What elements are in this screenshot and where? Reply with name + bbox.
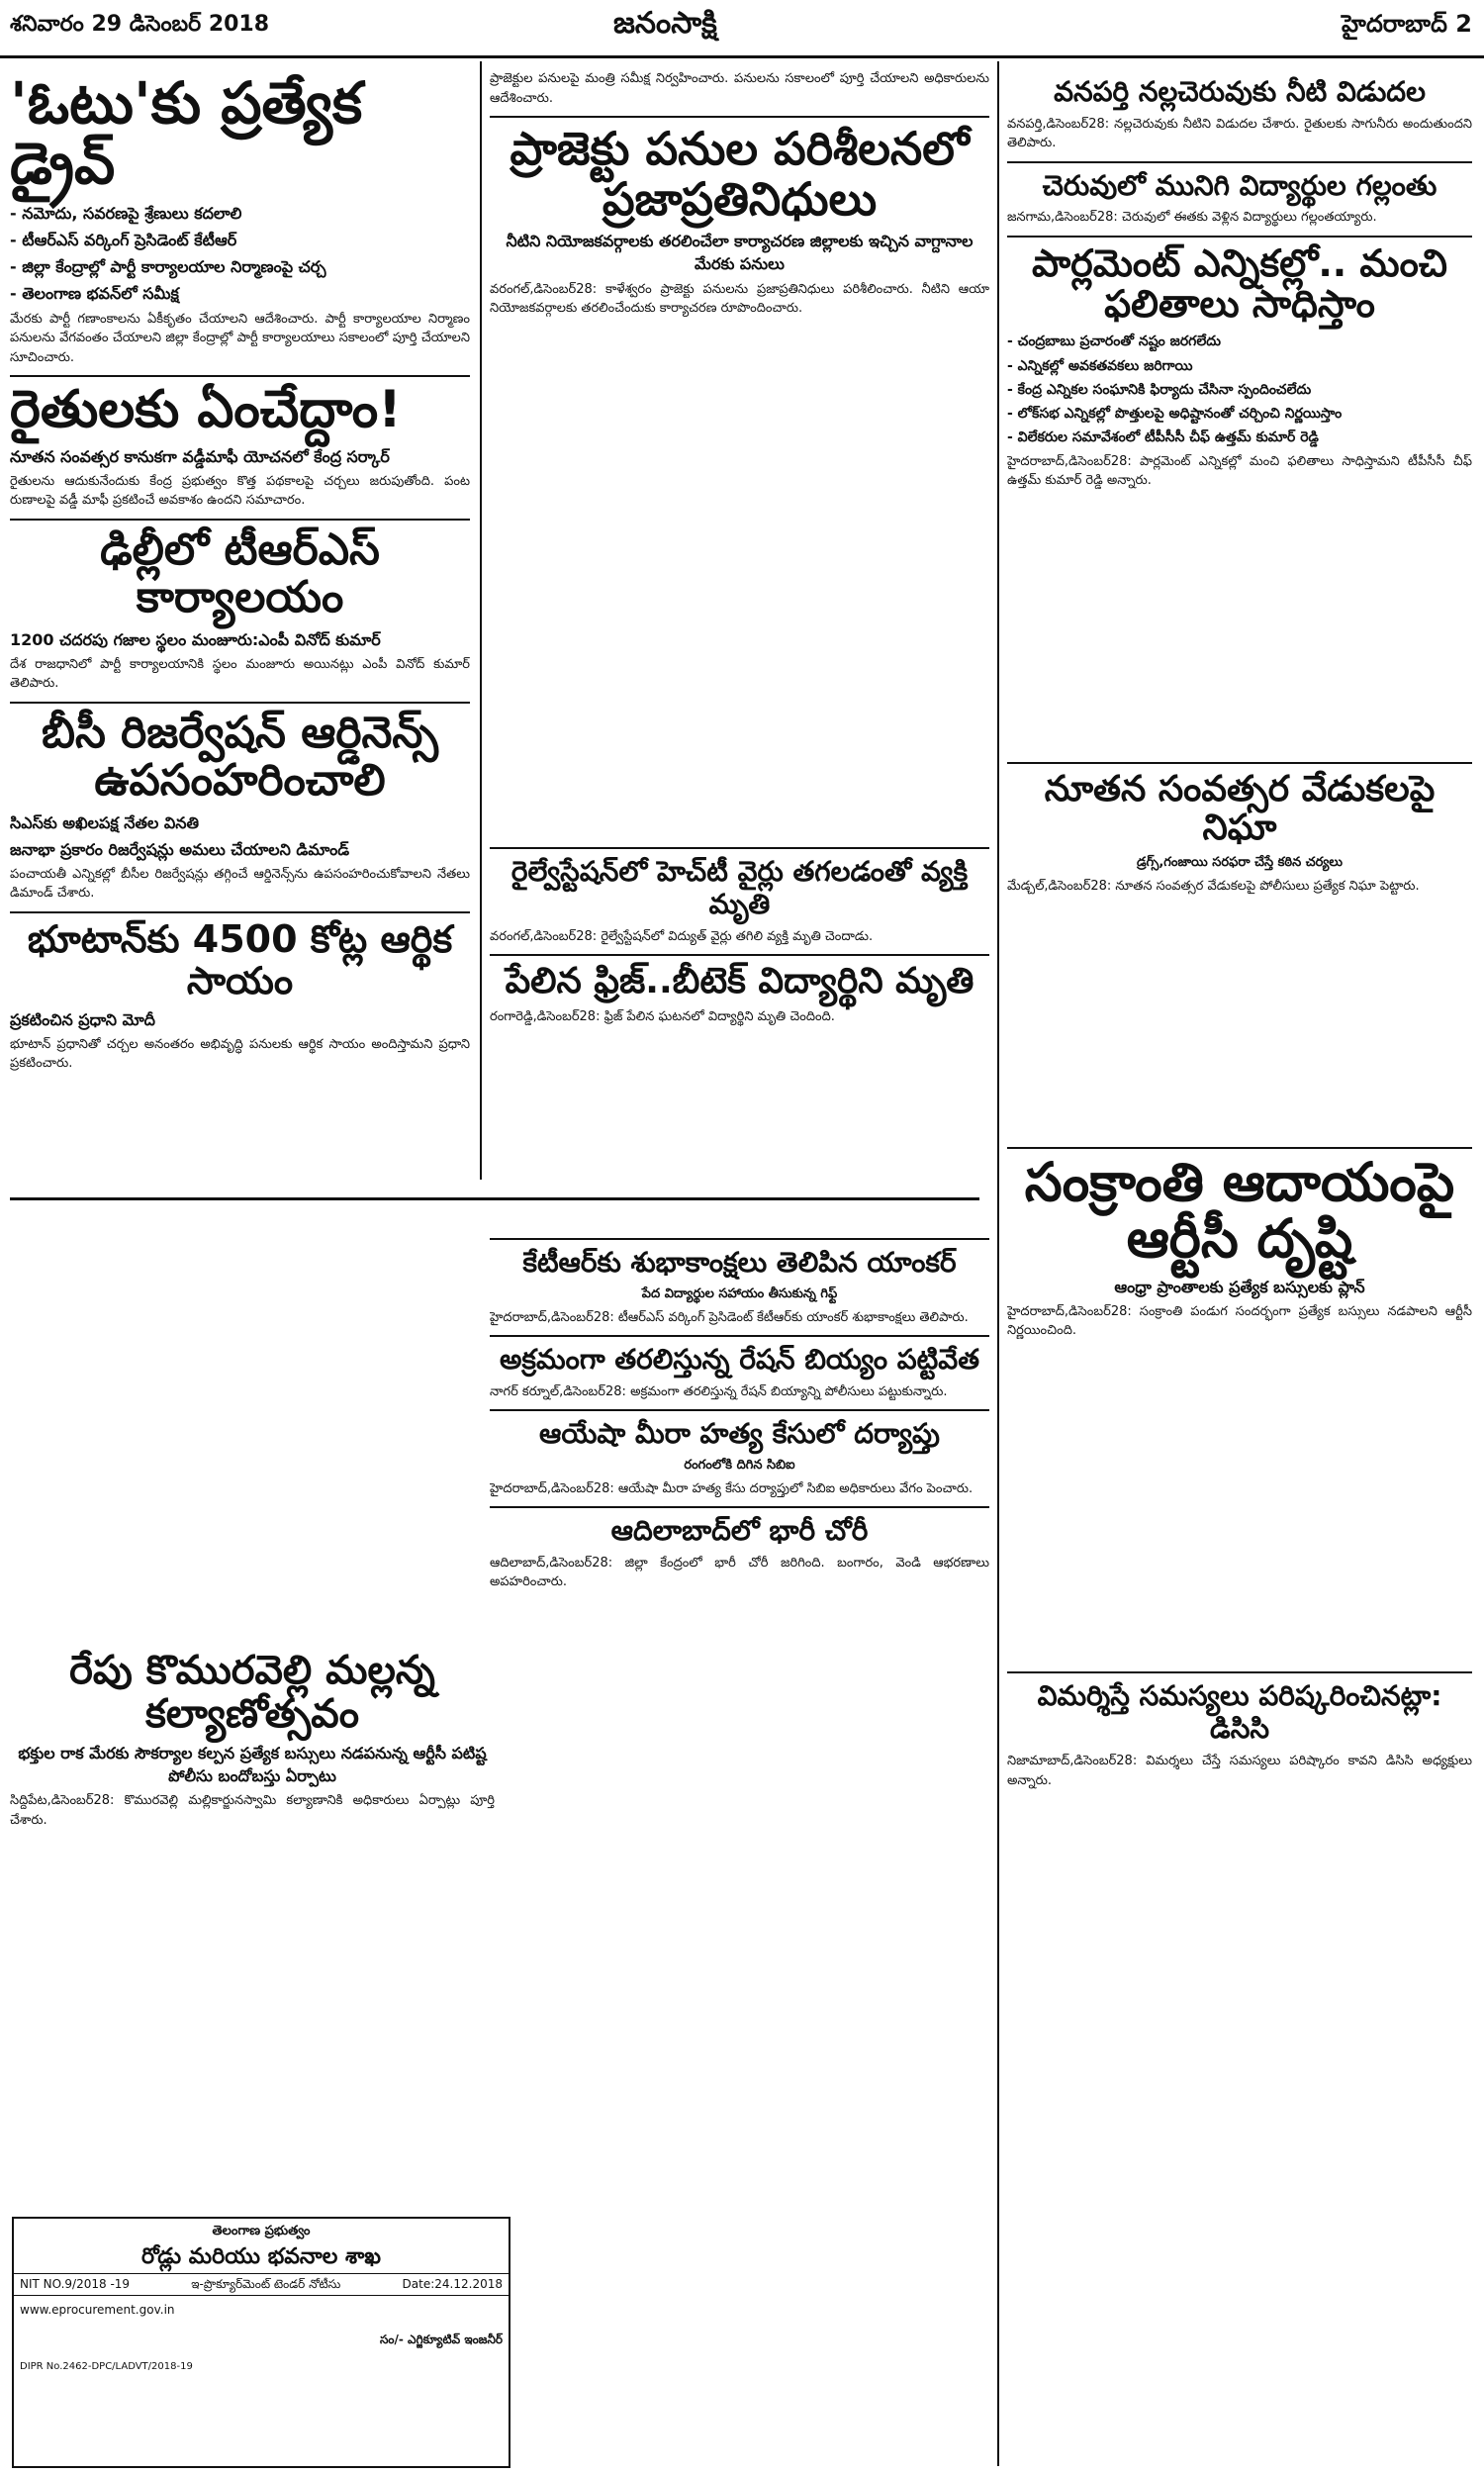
page-header (0, 0, 1484, 58)
headline-ktr-anchor: కేటీఆర్‌కు శుభాకాంక్షలు తెలిపిన యాంకర్ (522, 1246, 957, 1280)
article-body: నాగర్ కర్నూల్,డిసెంబర్28: అక్రమంగా తరలిస్తున్న రేషన్ బియ్యాన్ని పోలీసులు పట్టుకున్నారు. (490, 1383, 948, 1399)
headline-ration-rice: అక్రమంగా తరలిస్తున్న రేషన్ బియ్యం పట్టివేత (500, 1343, 979, 1377)
article-body: జనగామ,డిసెంబర్28: చెరువులో ఈతకు వెళ్లిన విద్యార్థులు గల్లంతయ్యారు. (1007, 210, 1377, 226)
ad-notice: ఇ-ప్రొక్యూర్‌మెంట్ టెండర్ నోటీసు (191, 2276, 341, 2291)
headline-vote-drive: 'ఓటు'కు ప్రత్యేక డ్రైవ్ (10, 69, 363, 197)
divider (490, 1409, 989, 1411)
column-left-bottom (10, 1643, 495, 2207)
article-body: వరంగల్,డిసెంబర్28: రైల్వేస్టేషన్‌లో విద్యుత్ వైర్లు తగిలి వ్యక్తి మృతి చెందాడు. (490, 928, 874, 944)
column-divider (997, 61, 999, 2466)
bullet: - కేంద్ర ఎన్నికల సంఘానికి ఫిర్యాదు చేసినా స్పందించలేదు (1007, 381, 1312, 398)
bullet: - టీఆర్ఎస్ వర్కింగ్ ప్రెసిడెంట్ కేటీఆర్ (10, 230, 237, 249)
divider (490, 847, 989, 849)
divider (1007, 236, 1472, 238)
subheading: 1200 చదరపు గజాల స్థలం మంజూరు:ఎంపీ వినోద్ కుమార్ (10, 629, 381, 649)
headline-sankranti: సంక్రాంతి ఆదాయంపై ఆర్టీసీ దృష్టి (1024, 1151, 1455, 1270)
headline-fridge: పేలిన ఫ్రిజ్..బీటెక్ విద్యార్థిని మృతి (505, 961, 974, 1002)
article-body: వనపర్తి,డిసెంబర్28: నల్లచెరువుకు నీటిని విడుదల చేశారు. రైతులకు సాగునీరు అందుతుందని తెలిపారు. (1007, 116, 1472, 151)
divider (1007, 1671, 1472, 1673)
issue-date: శనివారం 29 డిసెంబర్ 2018 (10, 12, 270, 37)
headline-new-year-watch: నూతన సంవత్సర వేడుకలపై నిఘా (1044, 768, 1436, 849)
divider (1007, 161, 1472, 163)
column-middle (490, 69, 989, 2464)
article-body: హైదరాబాద్,డిసెంబర్28: పార్లమెంట్ ఎన్నికల్లో మంచి ఫలితాలు సాధిస్తామని టీపీసీసీ చీఫ్ ఉత్తమ్ కుమార్ రెడ్డి అన్నారు. (1007, 453, 1472, 489)
headline-bhutan: భూటాన్‌కు 4500 కోట్ల ఆర్థిక సాయం (27, 916, 453, 1002)
subheading: భక్తుల రాక మేరకు సౌకర్యాల కల్పన ప్రత్యేక బస్సులు నడపనున్న ఆర్టీసీ పటిష్ట పోలీసు బందోబస్తు ఏర్పాటు (18, 1744, 487, 1786)
headline-railway: రైల్వేస్టేషన్‌లో హెచ్‌టీ వైర్లు తగలడంతో వ్యక్తి మృతి (510, 854, 969, 921)
article-body: దేశ రాజధానిలో పార్టీ కార్యాలయానికి స్థలం మంజూరు అయినట్లు ఎంపీ వినోద్ కుమార్ తెలిపారు. (10, 656, 470, 692)
headline-dcc: విమర్శిస్తే సమస్యలు పరిష్కరించినట్లా: డిసిసి (1037, 1678, 1442, 1746)
column-left-top (10, 69, 470, 1178)
bullet: - విలేకరుల సమావేశంలో టీపీసీసీ చీఫ్ ఉత్తమ్ కుమార్ రెడ్డి (1007, 429, 1319, 446)
divider (490, 1506, 989, 1508)
article-body: భూటాన్ ప్రధానితో చర్చల అనంతరం అభివృద్ధి పనులకు ఆర్థిక సాయం అందిస్తామని ప్రధాని ప్రకటించారు. (10, 1036, 470, 1072)
article-body: హైదరాబాద్,డిసెంబర్28: ఆయేషా మీరా హత్య కేసు దర్యాప్తులో సిబిఐ అధికారులు వేగం పెంచారు. (490, 1480, 974, 1496)
bullet: - జిల్లా కేంద్రాల్లో పార్టీ కార్యాలయాల నిర్మాణంపై చర్చ (10, 257, 326, 277)
article-body: ప్రాజెక్టుల పనులపై మంత్రి సమీక్ష నిర్వహించారు. పనులను సకాలంలో పూర్తి చేయాలని అధికారులను ఆదేశించారు. (490, 71, 989, 106)
divider (10, 702, 470, 704)
subheading: సిఎస్‌కు అఖిలపక్ష నేతల వినతి (10, 812, 199, 832)
bullet: - ఎన్నికల్లో అవకతవకలు జరిగాయి (1007, 357, 1193, 374)
headline-komuravelli: రేపు కొమురవెల్లి మల్లన్న కల్యాణోత్సవం (69, 1648, 435, 1737)
article-body: రైతులను ఆదుకునేందుకు కేంద్ర ప్రభుత్వం కొత్త పథకాలపై చర్చలు జరుపుతోంది. పంట రుణాలపై వడ్డీ మాఫీ ప్రకటించే అవకాశం ఉందని సమాచారం. (10, 473, 470, 509)
headline-trs-office: ఢిల్లీలో టీఆర్ఎస్ కార్యాలయం (100, 524, 380, 623)
article-body: రంగారెడ్డి,డిసెంబర్28: ఫ్రిజ్ పేలిన ఘటనలో విద్యార్థిని మృతి చెందింది. (490, 1008, 835, 1024)
bullet: - లోక్‌సభ ఎన్నికల్లో పొత్తులపై అధిష్టానంతో చర్చించి నిర్ణయిస్తాం (1007, 406, 1343, 423)
column-right (1007, 69, 1472, 2464)
bullet: - నమోదు, సవరణపై శ్రేణులు కదలాలి (10, 203, 242, 223)
ad-url: www.eprocurement.gov.in (20, 2303, 175, 2318)
ad-sign: సం/- ఎగ్జిక్యూటివ్ ఇంజనీర్ (380, 2332, 503, 2346)
article-body: పంచాయతీ ఎన్నికల్లో బీసీల రిజర్వేషన్లు తగ్గించే ఆర్డినెన్స్‌ను ఉపసంహరించుకోవాలని నేతలు డిమాండ్ చేశారు. (10, 866, 470, 902)
headline-project-inspection: ప్రాజెక్టు పనుల పరిశీలనలో ప్రజాప్రతినిధులు (510, 122, 970, 226)
column-divider (480, 61, 482, 1180)
subheading: ప్రకటించిన ప్రధాని మోదీ (10, 1009, 155, 1029)
bullet: - చంద్రబాబు ప్రచారంతో నష్టం జరగలేదు (1007, 333, 1221, 350)
page-section: హైదరాబాద్ 2 (1342, 10, 1472, 38)
ad-title: రోడ్లు మరియు భవనాల శాఖ (141, 2243, 381, 2269)
divider (1007, 1147, 1472, 1149)
subheading: నూతన సంవత్సర కానుకగా వడ్డీమాఫీ యోచనలో కేంద్ర సర్కార్ (10, 446, 390, 466)
subheading: నీటిని నియోజకవర్గాలకు తరలించేలా కార్యాచరణ జిల్లాలకు ఇచ్చిన వాగ్దానాల మేరకు పనులు (506, 232, 974, 274)
headline-adilabad-theft: ఆదిలాబాద్‌లో భారీ చోరీ (610, 1514, 869, 1548)
subheading: ఆంధ్రా ప్రాంతాలకు ప్రత్యేక బస్సులకు ప్లాన్ (1114, 1277, 1365, 1296)
masthead: జనంసాక్షి (613, 6, 717, 41)
divider (10, 911, 470, 913)
subheading: డ్రగ్స్,గంజాయి సరఫరా చేస్తే కఠిన చర్యలు (1136, 854, 1344, 870)
article-body: హైదరాబాద్,డిసెంబర్28: టీఆర్ఎస్ వర్కింగ్ ప్రెసిడెంట్ కేటీఆర్‌కు యాంకర్ శుభాకాంక్షలు తెలిపారు. (490, 1309, 969, 1325)
subheading: పేద విద్యార్థుల సహాయం తీసుకున్న గిఫ్ట్ (641, 1285, 838, 1301)
ad-nit: NIT NO.9/2018 -19 (20, 2276, 131, 2291)
ad-date: Date:24.12.2018 (402, 2276, 503, 2291)
article-body: సిద్దిపేట,డిసెంబర్28: కొమురవెల్లి మల్లికార్జునస్వామి కల్యాణానికి అధికారులు ఏర్పాట్లు పూర్తి చేశారు. (10, 1793, 495, 1828)
divider (490, 116, 989, 118)
headline-students-drowned: చెరువులో మునిగి విద్యార్థుల గల్లంతు (1042, 168, 1438, 202)
article-body: వరంగల్,డిసెంబర్28: కాళేశ్వరం ప్రాజెక్టు పనులను ప్రజాప్రతినిధులు పరిశీలించారు. నీటిని ఆయా నియోజకవర్గాలకు తరలించేందుకు కార్యాచరణ రూపొందించారు. (490, 281, 989, 317)
divider (1007, 762, 1472, 764)
divider (490, 1335, 989, 1337)
headline-parliament-elections: పార్లమెంట్ ఎన్నికల్లో.. మంచి ఫలితాలు సాధిస్తాం (1031, 240, 1448, 327)
article-body: నిజామాబాద్,డిసెంబర్28: విమర్శలు చేస్తే సమస్యలు పరిష్కారం కావని డిసిసి అధ్యక్షులు అన్నారు. (1007, 1754, 1472, 1788)
tender-advertisement (12, 2217, 510, 2468)
article-body: మేడ్చల్,డిసెంబర్28: నూతన సంవత్సర వేడుకలపై పోలీసులు ప్రత్యేక నిఘా పెట్టారు. (1007, 878, 1420, 894)
ad-code: DIPR No.2462-DPC/LADVT/2018-19 (20, 2360, 193, 2372)
article-body: మేరకు పార్టీ గణాంకాలను ఏకీకృతం చేయాలని ఆదేశించారు. పార్టీ కార్యాలయాల నిర్మాణం పనులను వేగవంతం చేయాలని జిల్లా కేంద్రాల్లో పార్టీ కార్యాలయాలు సకాలంలో పూర్తి చేయాలని సూచించారు. (10, 311, 470, 365)
divider (10, 519, 470, 521)
headline-bc-reservation: బీసీ రిజర్వేషన్ ఆర్డినెన్స్ ఉపసంహరించాలి (42, 707, 438, 807)
divider (490, 1238, 989, 1240)
subheading: జనాభా ప్రకారం రిజర్వేషన్లు అమలు చేయాలని డిమాండ్ (10, 839, 350, 859)
article-body: ఆదిలాబాద్,డిసెంబర్28: జిల్లా కేంద్రంలో భారీ చోరీ జరిగింది. బంగారం, వెండి ఆభరణాలు అపహరించారు. (490, 1555, 989, 1590)
ad-dept: తెలంగాణ ప్రభుత్వం (212, 2224, 311, 2238)
article-body: హైదరాబాద్,డిసెంబర్28: సంక్రాంతి పండుగ సందర్భంగా ప్రత్యేక బస్సులు నడపాలని ఆర్టీసీ నిర్ణయించింది. (1007, 1303, 1472, 1339)
headline-vanaparthy: వనపర్తి నల్లచెరువుకు నీటి విడుదల (1054, 75, 1426, 108)
divider (10, 375, 470, 377)
bullet: - తెలంగాణ భవన్‌లో సమీక్ష (10, 284, 179, 304)
headline-ayesha-meera: ఆయేషా మీరా హత్య కేసులో దర్యాప్తు (538, 1417, 940, 1451)
divider (490, 954, 989, 956)
headline-farmers: రైతులకు ఏంచేద్దాం! (10, 380, 402, 440)
subheading: రంగంలోకి దిగిన సిబిఐ (684, 1457, 795, 1473)
